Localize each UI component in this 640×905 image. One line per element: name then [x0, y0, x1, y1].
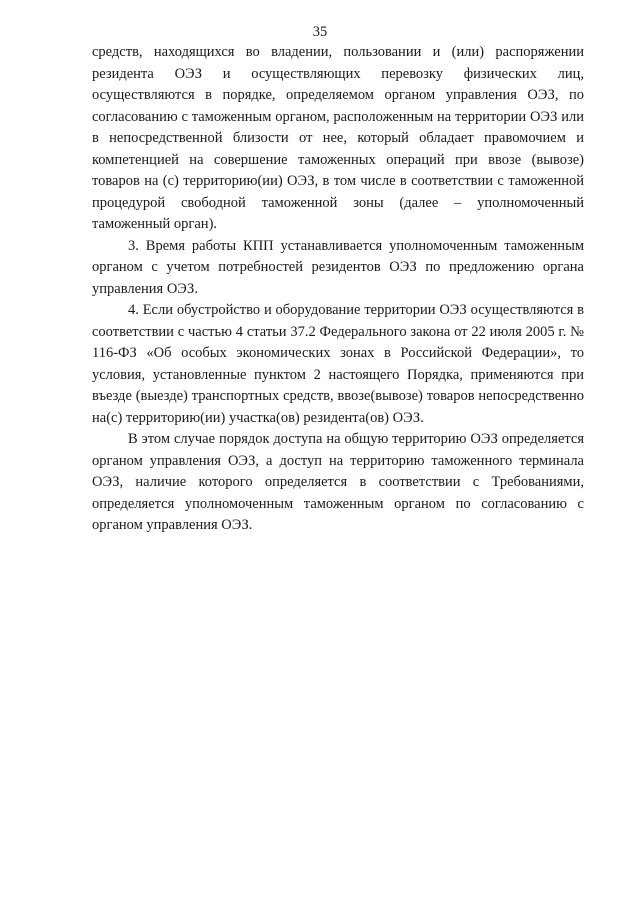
- paragraph-access-order: В этом случае порядок доступа на общую территорию ОЭЗ определяется органом управления ОЭЗ, а доступ на территорию таможенного терминала ОЭЗ, наличие которого определяется в соответствии с Требованиями, определяется уполномоченным таможенным органом по согласованию с органом управления ОЭЗ.: [92, 431, 584, 533]
- paragraph-item-4: 4. Если обустройство и оборудование территории ОЭЗ осуществляются в соответствии с частью 4 статьи 37.2 Федерального закона от 22 июля 2005 г. № 116-ФЗ «Об особых экономических зонах в Российской Федерации», то условия, установленные пунктом 2 настоящего Порядка, применяются при въезде (выезде) транспортных средств, ввозе(вывозе) товаров непосредственно на(с) территорию(ии) участка(ов) резидента(ов) ОЭЗ.: [92, 302, 584, 426]
- document-body: [92, 42, 584, 537]
- paragraph-item-3: 3. Время работы КПП устанавливается уполномоченным таможенным органом с учетом потребностей резидентов ОЭЗ по предложению органа управления ОЭЗ.: [92, 237, 584, 297]
- paragraph-continuation: средств, находящихся во владении, пользовании и (или) распоряжении резидента ОЭЗ и осуществляющих перевозку физических лиц, осуществляются в порядке, определяемом органом управления ОЭЗ, по согласованию с таможенным органом, расположенным на территории ОЭЗ или в непосредственной близости от нее, который обладает правомочием и компетенцией на совершение таможенных операций при ввозе (вывозе) товаров на (с) территорию(ии) ОЭЗ, в том числе в соответствии с таможенной процедурой свободной таможенной зоны (далее – уполномоченный таможенный орган).: [92, 44, 584, 232]
- page-number: 35: [312, 24, 328, 40]
